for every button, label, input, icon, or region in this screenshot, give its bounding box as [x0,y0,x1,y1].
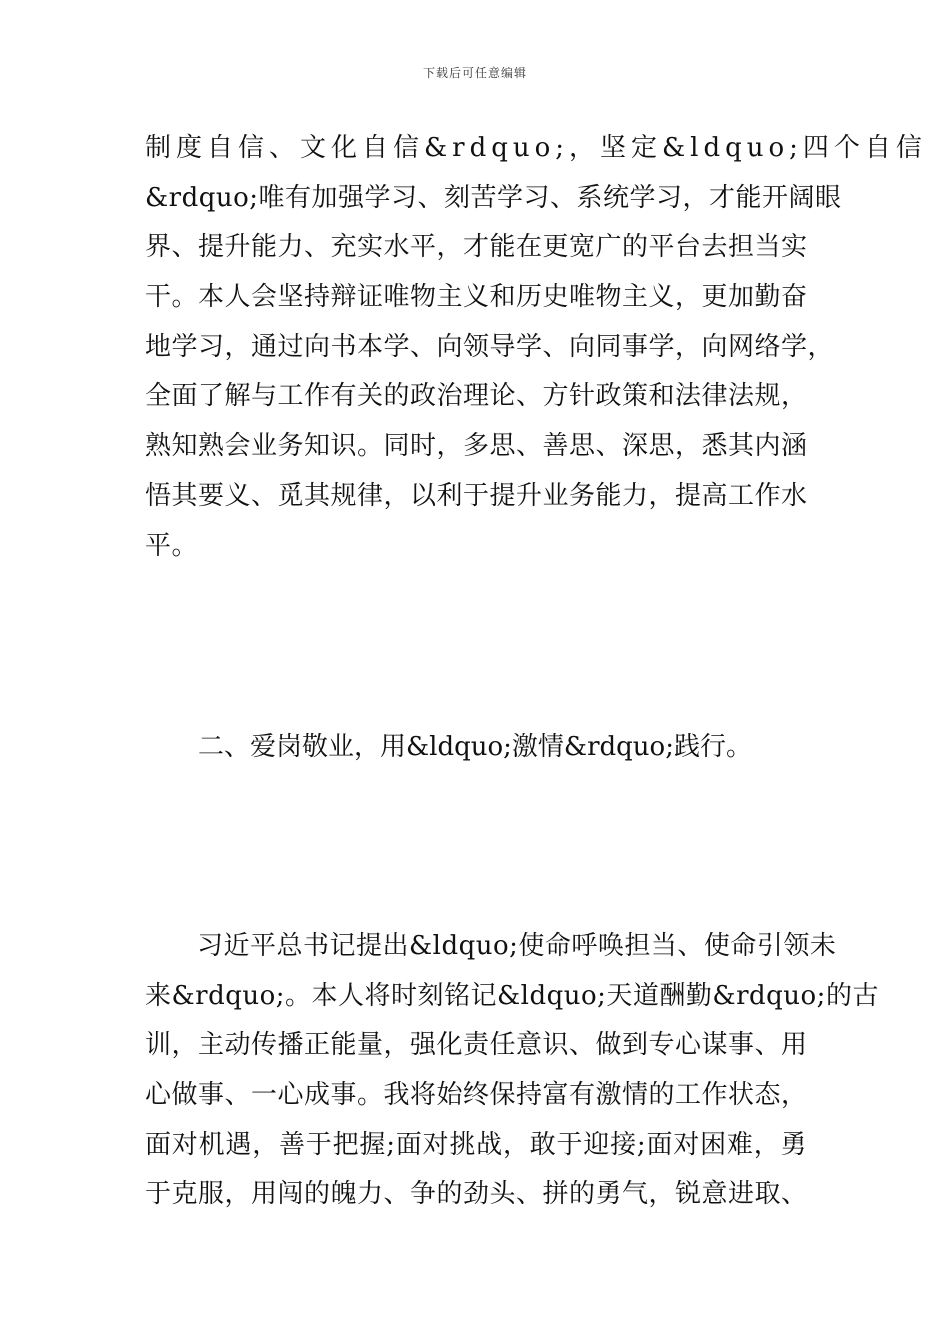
text-line: 悟其要义、觅其规律，以利于提升业务能力，提高工作水 [145,480,808,511]
text-line: 平。 [145,530,199,561]
text-line: 来&rdquo;。本人将时刻铭记&ldquo;天道酬勤&rdquo;的古 [145,980,879,1011]
text-line: 全面了解与工作有关的政治理论、方针政策和法律法规， [145,381,808,412]
page-header: 下载后可任意编辑 [422,66,527,80]
text-line: 熟知熟会业务知识。同时，多思、善思、深思，悉其内涵 [145,431,808,462]
text-line: 于克服，用闯的魄力、争的劲头、拼的勇气，锐意进取、 [145,1179,808,1210]
text-line: 训，主动传播正能量，强化责任意识、做到专心谋事、用 [145,1030,808,1061]
section-heading: 二、爱岗敬业，用&ldquo;激情&rdquo;践行。 [198,732,752,762]
text-line: 制度自信、文化自信&rdquo;，坚定&ldquo;四个自信 [145,133,927,163]
paragraph-2 [145,922,879,1220]
text-line: 界、提升能力、充实水平，才能在更宽广的平台去担当实 [145,232,808,263]
text-line: 地学习，通过向书本学、向领导学、向同事学，向网络学， [145,331,835,362]
text-line: 心做事、一心成事。我将始终保持富有激情的工作状态， [145,1080,808,1111]
text-line: 面对机遇，善于把握;面对挑战，敢于迎接;面对困难，勇 [145,1129,807,1160]
text-line: 干。本人会坚持辩证唯物主义和历史唯物主义，更加勤奋 [145,282,808,313]
text-line: &rdquo;唯有加强学习、刻苦学习、系统学习，才能开阔眼 [145,182,842,213]
text-line: 习近平总书记提出&ldquo;使命呼唤担当、使命引领未 [197,931,837,961]
paragraph-1 [145,124,927,571]
